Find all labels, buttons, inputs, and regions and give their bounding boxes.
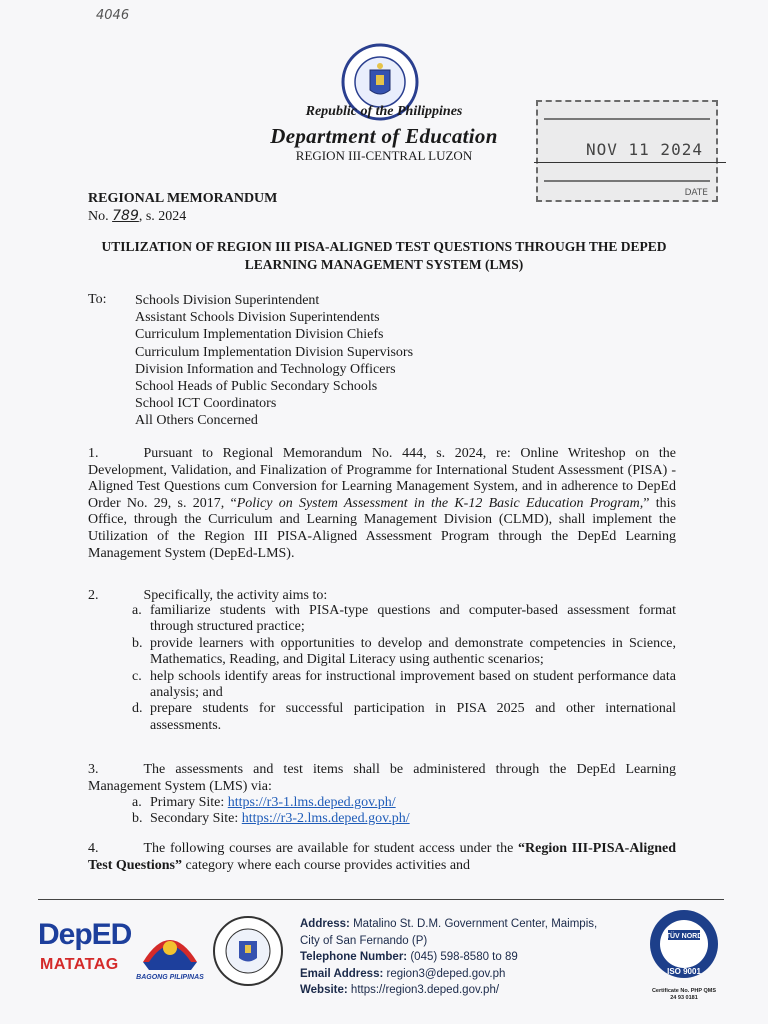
secondary-site-link[interactable]: https://r3-2.lms.deped.gov.ph/ [241, 811, 410, 827]
header-divider [534, 162, 726, 163]
lms-site-primary: a. Primary Site: https://r3-1.lms.deped.gov.ph/ [132, 795, 396, 810]
paragraph-1-text-b: ” this Office, through the Curriculum and Learning Management Division (CLMD), shall implement the Utilization of the Region III PISA-Aligned Assessment Program through the DepEd Learning Management System (DepEd-LMS). [88, 495, 676, 561]
objective-item: a. familiarize students with PISA-type questions and computer-based assessment format through structured practice; [132, 603, 676, 635]
paragraph-3 [88, 762, 676, 795]
bagong-pilipinas-icon [135, 922, 205, 974]
paragraph-3-text: The assessments and test items shall be administered through the DepEd Learning Management System (LMS) via: [88, 762, 676, 794]
paragraph-number: 3. [88, 762, 99, 777]
matatag-logo-text: MATATAG [40, 956, 119, 973]
memo-number [88, 208, 186, 225]
recipients-list [135, 292, 413, 430]
memo-no-handwritten: 789 [112, 208, 139, 224]
objective-item: b. provide learners with opportunities to develop and demonstrate competencies in Science, Mathematics, Reading, and Digital Literacy using authentic scenarios; [132, 635, 676, 668]
objectives-list [132, 603, 676, 734]
paragraph-4-bold: “Region III-PISA-Aligned Test Questions” [88, 841, 676, 873]
paragraph-number: 2. [88, 588, 99, 603]
contact-info: Address: Matalino St. D.M. Government Center, Maimpis, City of San Fernando (P) Telephone Number: (045) 598-8580 to 89 Email Address: region3@deped.gov.ph Website: https://region3.deped.gov.ph/ [300, 918, 598, 997]
objective-item: d. prepare students for successful participation in PISA 2025 and other international assessments. [132, 701, 676, 733]
primary-site-link[interactable]: https://r3-1.lms.deped.gov.ph/ [227, 795, 396, 810]
recipients-label: To: [88, 292, 107, 307]
paragraph-4-text-a: The following courses are available for student access under the [143, 841, 519, 856]
handwritten-annotation: 4046 [96, 8, 130, 23]
paragraph-number: 1. [88, 446, 99, 461]
recipient-item: All Others Concerned [135, 413, 258, 429]
recipient-item: School Heads of Public Secondary Schools [135, 379, 378, 395]
recipient-item: Assistant Schools Division Superintendents [135, 310, 380, 326]
recipient-item: Curriculum Implementation Division Chiefs [135, 327, 384, 343]
paragraph-4-text-b: category where each course provides activities and [182, 857, 471, 873]
paragraph-2-intro-text: Specifically, the activity aims to: [143, 588, 328, 603]
paragraph-number: 4. [88, 841, 99, 856]
tuv-nord-iso-icon [648, 908, 720, 980]
stamp-date-label: DATE [684, 188, 708, 198]
deped-seal-footer-icon [212, 915, 284, 987]
memo-no-suffix: , s. 2024 [138, 209, 187, 224]
paragraph-2-intro [88, 588, 327, 604]
lms-sites-list [132, 795, 676, 828]
paragraph-1-text-a: Pursuant to Regional Memorandum No. 444, s. 2024, re: Online Writeshop on the Development, Validation, and Finalization of Programme for International Student Assessment (PISA) - Aligned Test Questions cum Conversion for Learning Management System, and in adherence to DepEd Order No. 29, s. 2017, “ [88, 446, 676, 511]
republic-line: Republic of the Philippines [305, 104, 463, 119]
deped-matatag-logo [38, 918, 132, 988]
department-title: Department of Education [270, 124, 498, 148]
deped-logo-text: DepED [38, 918, 132, 951]
region-line: REGION III-CENTRAL LUZON [295, 148, 473, 163]
paragraph-1-italic: Policy on System Assessment in the K-12 Basic Education Program, [236, 495, 644, 511]
lms-site-secondary: b. Secondary Site: https://r3-2.lms.deped.gov.ph/ [132, 811, 410, 827]
certificate-number: Certificate No. PHP QMS 24 93 0181 [651, 988, 717, 1001]
footer-divider [38, 899, 724, 900]
recipient-item: School ICT Coordinators [135, 396, 277, 412]
memo-subject: UTILIZATION OF REGION III PISA-ALIGNED TEST QUESTIONS THROUGH THE DEPED LEARNING MANAGEMENT SYSTEM (LMS) [101, 239, 667, 272]
recipient-item: Division Information and Technology Officers [135, 361, 396, 377]
memo-type: REGIONAL MEMORANDUM [88, 191, 278, 206]
paragraph-4 [88, 841, 676, 874]
objective-item: c. help schools identify areas for instructional improvement based on student performance data analysis; and [132, 668, 676, 701]
recipient-item: Schools Division Superintendent [135, 293, 320, 308]
stamp-date: NOV 11 2024 [586, 140, 703, 159]
memo-no-prefix: No. [88, 209, 109, 224]
tuv-nord-label: TÜV NORD [665, 933, 703, 940]
received-stamp [536, 100, 718, 202]
paragraph-1 [88, 446, 676, 562]
recipient-item: Curriculum Implementation Division Supervisors [135, 344, 414, 360]
iso-label: ISO 9001 [667, 967, 701, 976]
bagong-pilipinas-label: BAGONG PILIPINAS [136, 974, 204, 981]
bagong-pilipinas-logo [135, 922, 205, 988]
